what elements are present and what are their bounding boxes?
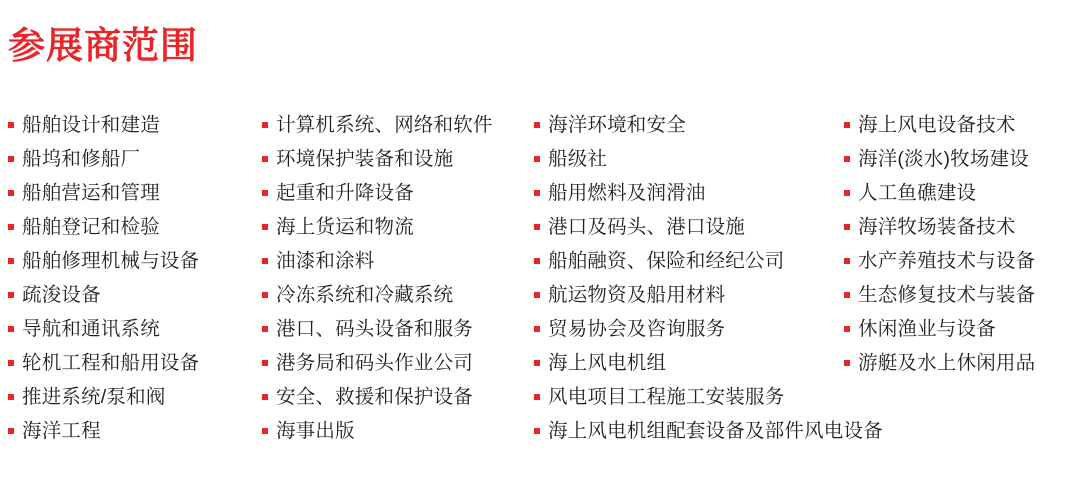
bullet-icon xyxy=(262,292,268,298)
list-item xyxy=(262,312,530,346)
list-item-label: 人工鱼礁建设 xyxy=(858,182,977,204)
bullet-icon xyxy=(534,360,540,366)
list-item-label: 港口及码头、港口设施 xyxy=(548,216,746,238)
list-item xyxy=(262,108,530,142)
list-item-label: 海事出版 xyxy=(276,420,355,442)
list-item-label: 船舶融资、保险和经纪公司 xyxy=(548,250,785,272)
list-item-label: 港口、码头设备和服务 xyxy=(276,318,474,340)
bullet-icon xyxy=(8,258,14,264)
scope-columns xyxy=(0,108,1080,448)
bullet-icon xyxy=(844,326,850,332)
list-item-label: 贸易协会及咨询服务 xyxy=(548,318,726,340)
list-item xyxy=(844,312,1080,346)
list-item xyxy=(534,312,840,346)
scope-column-3 xyxy=(530,108,883,448)
bullet-icon xyxy=(262,360,268,366)
list-item-label: 海洋(淡水)牧场建设 xyxy=(858,148,1029,170)
list-item-label: 海洋环境和安全 xyxy=(548,114,686,136)
list-item-label: 休闲渔业与设备 xyxy=(858,318,996,340)
list-item-label: 推进系统/泵和阀 xyxy=(22,386,166,408)
list-item-label: 海洋工程 xyxy=(22,420,101,442)
list-item-label: 海上风电设备技术 xyxy=(858,114,1016,136)
list-item xyxy=(262,142,530,176)
bullet-icon xyxy=(8,190,14,196)
bullet-icon xyxy=(844,156,850,162)
list-item xyxy=(844,142,1080,176)
list-item xyxy=(8,414,258,448)
list-item xyxy=(262,380,530,414)
scope-column-1 xyxy=(0,108,258,448)
list-item xyxy=(262,414,530,448)
list-item xyxy=(8,142,258,176)
bullet-icon xyxy=(844,292,850,298)
list-item xyxy=(534,380,840,414)
bullet-icon xyxy=(8,122,14,128)
list-item-label: 海上风电机组 xyxy=(548,352,667,374)
bullet-icon xyxy=(262,156,268,162)
bullet-icon xyxy=(534,156,540,162)
list-item-label: 船用燃料及润滑油 xyxy=(548,182,706,204)
page-title: 参展商范围 xyxy=(8,25,198,66)
list-item xyxy=(534,244,840,278)
list-item-label: 冷冻系统和冷藏系统 xyxy=(276,284,454,306)
list-item-label: 海洋牧场装备技术 xyxy=(858,216,1016,238)
list-item-label: 游艇及水上休闲用品 xyxy=(858,352,1036,374)
bullet-icon xyxy=(534,122,540,128)
bullet-icon xyxy=(844,190,850,196)
bullet-icon xyxy=(262,122,268,128)
list-item xyxy=(8,346,258,380)
bullet-icon xyxy=(8,394,14,400)
list-item-label: 水产养殖技术与设备 xyxy=(858,250,1036,272)
list-item xyxy=(534,142,840,176)
list-item-label: 导航和通讯系统 xyxy=(22,318,160,340)
list-item xyxy=(8,210,258,244)
list-item-label: 海上货运和物流 xyxy=(276,216,414,238)
bullet-icon xyxy=(262,394,268,400)
bullet-icon xyxy=(534,258,540,264)
list-item xyxy=(262,244,530,278)
bullet-icon xyxy=(262,190,268,196)
list-item xyxy=(534,108,840,142)
list-item-label: 航运物资及船用材料 xyxy=(548,284,726,306)
bullet-icon xyxy=(534,394,540,400)
bullet-icon xyxy=(8,156,14,162)
bullet-icon xyxy=(8,326,14,332)
list-item xyxy=(534,176,840,210)
list-item xyxy=(8,312,258,346)
list-item-label: 船级社 xyxy=(548,148,608,170)
bullet-icon xyxy=(262,428,268,434)
list-item-label: 起重和升降设备 xyxy=(276,182,414,204)
bullet-icon xyxy=(262,224,268,230)
bullet-icon xyxy=(262,326,268,332)
list-item xyxy=(844,278,1080,312)
bullet-icon xyxy=(534,224,540,230)
list-item-label: 港务局和码头作业公司 xyxy=(276,352,474,374)
bullet-icon xyxy=(262,258,268,264)
list-item-label: 轮机工程和船用设备 xyxy=(22,352,200,374)
list-item xyxy=(844,346,1080,380)
list-item-label: 船舶登记和检验 xyxy=(22,216,160,238)
list-item xyxy=(534,278,840,312)
bullet-icon xyxy=(844,258,850,264)
bullet-icon xyxy=(844,224,850,230)
bullet-icon xyxy=(8,360,14,366)
list-item xyxy=(844,210,1080,244)
bullet-icon xyxy=(8,428,14,434)
list-item xyxy=(262,346,530,380)
list-item xyxy=(8,176,258,210)
list-item xyxy=(262,176,530,210)
list-item xyxy=(534,210,840,244)
list-item xyxy=(8,108,258,142)
bullet-icon xyxy=(8,292,14,298)
list-item-label: 疏浚设备 xyxy=(22,284,101,306)
list-item-label: 计算机系统、网络和软件 xyxy=(276,114,493,136)
list-item-label: 风电项目工程施工安装服务 xyxy=(548,386,785,408)
list-item xyxy=(844,244,1080,278)
list-item-label: 船舶营运和管理 xyxy=(22,182,160,204)
bullet-icon xyxy=(8,224,14,230)
bullet-icon xyxy=(534,292,540,298)
list-item-label: 安全、救援和保护设备 xyxy=(276,386,474,408)
scope-column-2 xyxy=(258,108,530,448)
list-item-label: 油漆和涂料 xyxy=(276,250,375,272)
list-item xyxy=(844,176,1080,210)
list-item-label: 环境保护装备和设施 xyxy=(276,148,454,170)
scope-column-4 xyxy=(840,108,1080,380)
list-item-label: 船舶修理机械与设备 xyxy=(22,250,200,272)
list-item xyxy=(534,346,840,380)
list-item xyxy=(8,278,258,312)
bullet-icon xyxy=(844,360,850,366)
bullet-icon xyxy=(534,190,540,196)
list-item-label: 船坞和修船厂 xyxy=(22,148,141,170)
bullet-icon xyxy=(844,122,850,128)
bullet-icon xyxy=(534,428,540,434)
bullet-icon xyxy=(534,326,540,332)
list-item xyxy=(534,414,883,448)
list-item xyxy=(8,244,258,278)
list-item xyxy=(262,278,530,312)
list-item xyxy=(262,210,530,244)
list-item xyxy=(8,380,258,414)
list-item-label: 船舶设计和建造 xyxy=(22,114,160,136)
list-item-label: 生态修复技术与装备 xyxy=(858,284,1036,306)
list-item xyxy=(844,108,1080,142)
list-item-label: 海上风电机组配套设备及部件风电设备 xyxy=(548,420,883,442)
